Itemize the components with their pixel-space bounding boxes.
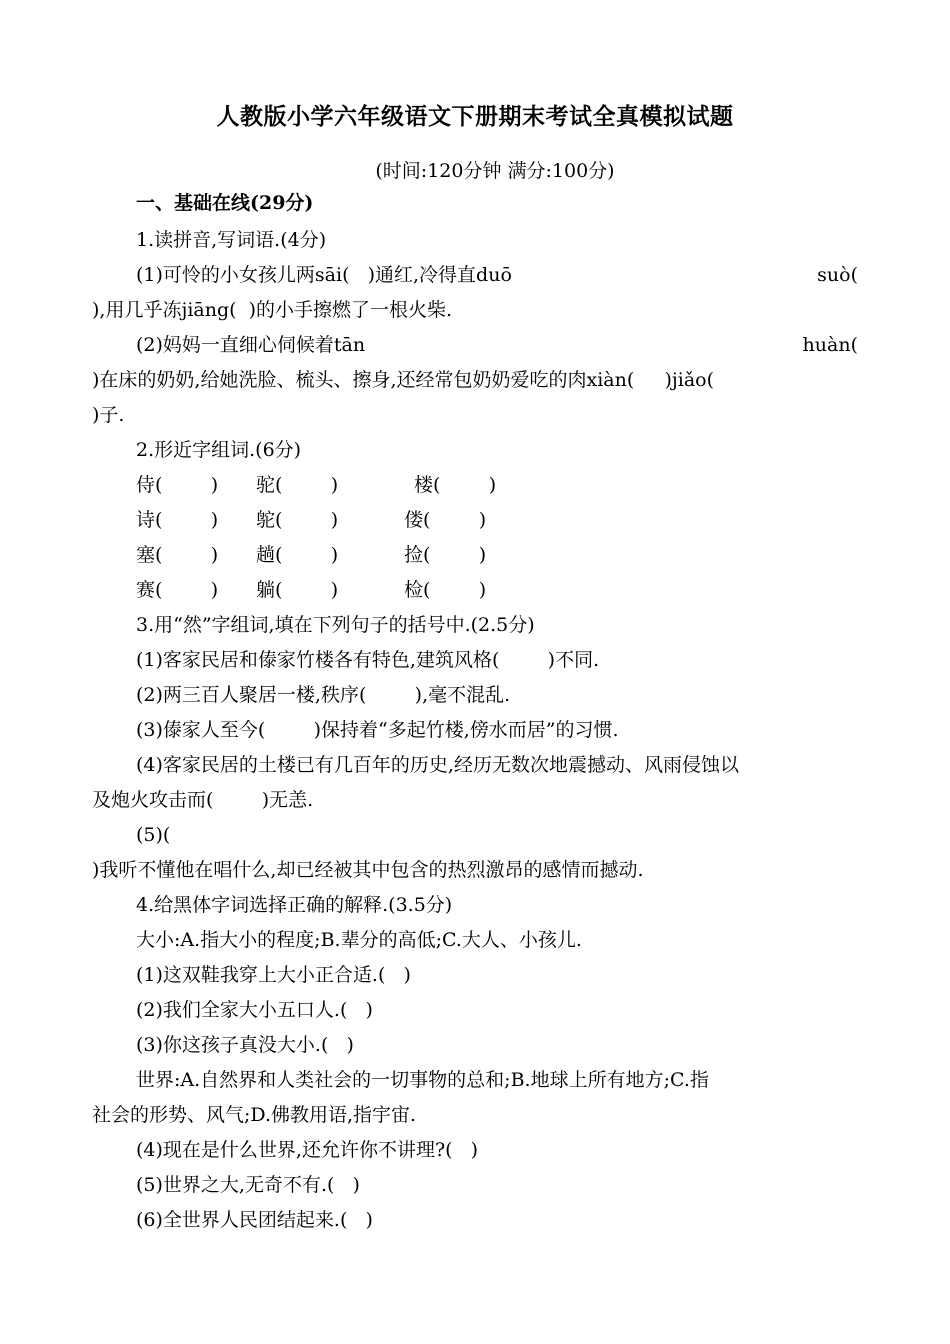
q2-cell: 赛( )	[136, 579, 219, 601]
q2-cell: 诗( )	[136, 509, 219, 531]
q3-s5-line1: (5)(	[136, 824, 171, 846]
q3-s4-line2: 及炮火攻击而( )无恙.	[92, 789, 314, 811]
q1-s2-line1-right: huàn(	[802, 334, 858, 356]
q2-cell: 塞( )	[136, 544, 219, 566]
q4-s1: (1)这双鞋我穿上大小正合适.( )	[136, 964, 411, 986]
q3-s5-line2: )我听不懂他在唱什么,却已经被其中包含的热烈激昂的感情而撼动.	[92, 859, 644, 881]
q3-s3: (3)傣家人至今( )保持着“多起竹楼,傍水而居”的习惯.	[136, 719, 619, 741]
q2-cell: 驼( )	[256, 474, 339, 496]
q4-definition-shijie-line1: 世界:A.自然界和人类社会的一切事物的总和;B.地球上所有地方;C.指	[136, 1069, 709, 1091]
q3-s2: (2)两三百人聚居一楼,秩序( ),毫不混乱.	[136, 684, 511, 706]
exam-time-score: (时间:120分钟 满分:100分)	[375, 160, 615, 182]
q2-cell: 偻( )	[404, 509, 487, 531]
q1-heading: 1.读拼音,写词语.(4分)	[136, 229, 327, 251]
page-title: 人教版小学六年级语文下册期末考试全真模拟试题	[216, 103, 734, 130]
q1-s1-line2: ),用几乎冻jiāng( )的小手擦燃了一根火柴.	[92, 299, 453, 321]
q4-s3: (3)你这孩子真没大小.( )	[136, 1034, 354, 1056]
q1-s2-line2: )在床的奶奶,给她洗脸、梳头、擦身,还经常包奶奶爱吃的肉xiàn( )jiǎo(	[92, 369, 715, 391]
q2-cell: 楼( )	[414, 474, 497, 496]
q4-s4: (4)现在是什么世界,还允许你不讲理?( )	[136, 1139, 479, 1161]
q4-s5: (5)世界之大,无奇不有.( )	[136, 1174, 360, 1196]
q1-s1-line1-right: suò(	[817, 264, 858, 286]
q2-cell: 鸵( )	[256, 509, 339, 531]
q1-s2-line1: (2)妈妈一直细心伺候着tān	[136, 334, 366, 356]
q3-s4-line1: (4)客家民居的土楼已有几百年的历史,经历无数次地震撼动、风雨侵蚀以	[136, 754, 739, 776]
q3-s1: (1)客家民居和傣家竹楼各有特色,建筑风格( )不同.	[136, 649, 600, 671]
q1-s1-line1: (1)可怜的小女孩儿两sāi( )通红,冷得直duō	[136, 264, 512, 286]
q3-heading: 3.用“然”字组词,填在下列句子的括号中.(2.5分)	[136, 614, 535, 636]
q4-s6: (6)全世界人民团结起来.( )	[136, 1209, 373, 1231]
q2-cell: 捡( )	[404, 544, 487, 566]
q4-definition-daxiao: 大小:A.指大小的程度;B.辈分的高低;C.大人、小孩儿.	[136, 929, 582, 951]
q2-cell: 趟( )	[256, 544, 339, 566]
q1-s2-line3: )子.	[92, 404, 125, 426]
q4-definition-shijie-line2: 社会的形势、风气;D.佛教用语,指宇宙.	[92, 1104, 417, 1126]
q2-heading: 2.形近字组词.(6分)	[136, 439, 302, 461]
q2-cell: 躺( )	[256, 579, 339, 601]
q4-heading: 4.给黑体字词选择正确的解释.(3.5分)	[136, 894, 453, 916]
q4-s2: (2)我们全家大小五口人.( )	[136, 999, 373, 1021]
q2-cell: 检( )	[404, 579, 487, 601]
section-heading: 一、基础在线(29分)	[136, 192, 314, 214]
q2-cell: 侍( )	[136, 474, 219, 496]
